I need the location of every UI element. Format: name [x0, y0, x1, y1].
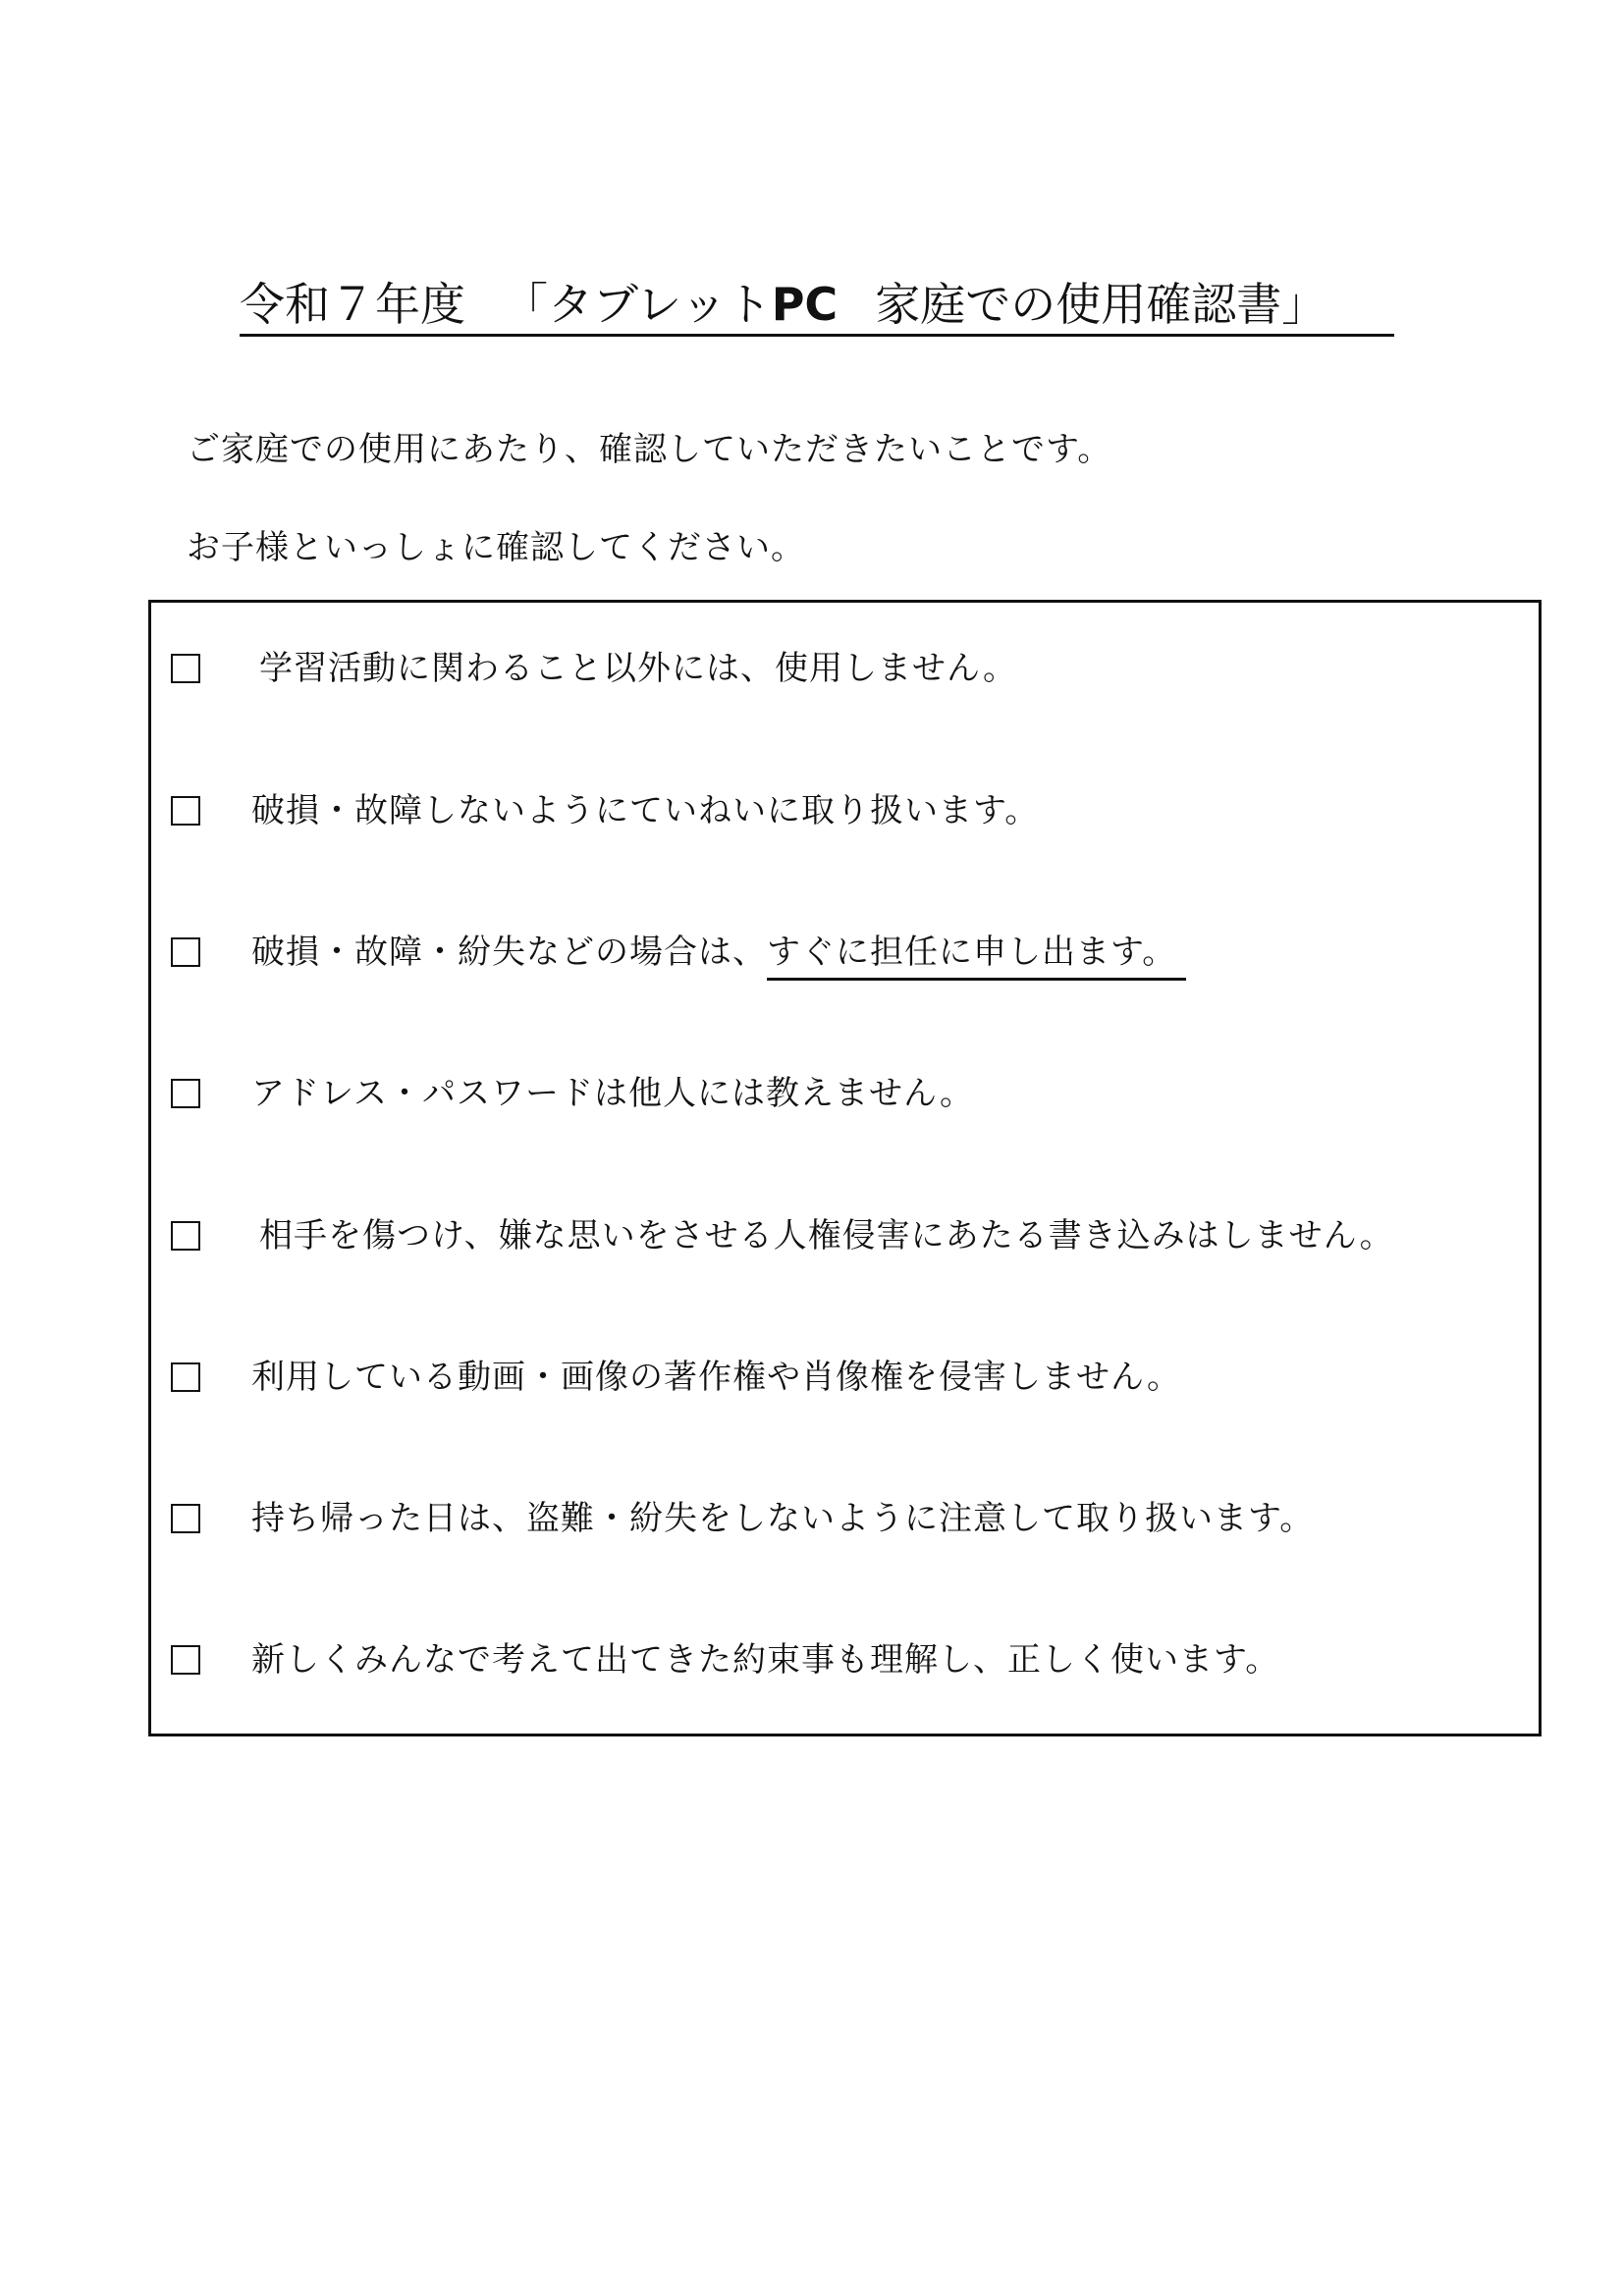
checklist-item [171, 928, 1186, 977]
checklist-item [171, 644, 1017, 693]
checklist-item [171, 1211, 1394, 1260]
title-suffix: 家庭での使用確認書」 [875, 278, 1327, 331]
title-prefix: 令和７年度 [240, 278, 465, 331]
intro-line-1: ご家庭での使用にあたり、確認していただきたいことです。 [187, 430, 1112, 469]
checklist-item [171, 1353, 1181, 1402]
checklist-item-text: 利用している動画・画像の著作権や肖像権を侵害しません。 [251, 1358, 1182, 1397]
checkbox[interactable] [171, 1079, 200, 1108]
checklist-item-text: 相手を傷つけ、嫌な思いをさせる人権侵害にあたる書き込みはしません。 [259, 1216, 1394, 1255]
checklist-item-text-underlined: すぐに担任に申し出ます。 [767, 933, 1186, 981]
checklist-box [148, 600, 1542, 1736]
document-title [240, 277, 1394, 337]
checklist-item-text-lead: 破損・故障・紛失などの場合は、 [251, 933, 767, 972]
title-pc: PC [771, 278, 839, 331]
intro-line-2: お子様といっしょに確認してください。 [187, 528, 805, 567]
checkbox[interactable] [171, 937, 200, 967]
checklist-item-text: アドレス・パスワードは他人には教えません。 [251, 1074, 975, 1113]
checklist-item [171, 786, 1039, 835]
title-bracket-open: 「タブレット [503, 278, 772, 331]
checklist-item [171, 1069, 974, 1118]
checkbox[interactable] [171, 1221, 200, 1251]
checklist-item-text: 新しくみんなで考えて出てきた約束事も理解し、正しく使います。 [251, 1640, 1280, 1680]
checklist-item-text [251, 931, 1186, 974]
title-text [240, 277, 1326, 332]
checkbox[interactable] [171, 654, 200, 683]
checklist-item [171, 1494, 1314, 1543]
checkbox[interactable] [171, 1362, 200, 1392]
checklist-item-text: 破損・故障しないようにていねいに取り扱います。 [251, 791, 1040, 830]
checklist-item-text: 学習活動に関わること以外には、使用しません。 [259, 649, 1018, 688]
checkbox[interactable] [171, 796, 200, 826]
checklist-item-text: 持ち帰った日は、盗難・紛失をしないように注意して取り扱います。 [251, 1499, 1315, 1538]
checkbox[interactable] [171, 1645, 200, 1675]
checkbox[interactable] [171, 1504, 200, 1533]
checklist-item [171, 1635, 1279, 1684]
